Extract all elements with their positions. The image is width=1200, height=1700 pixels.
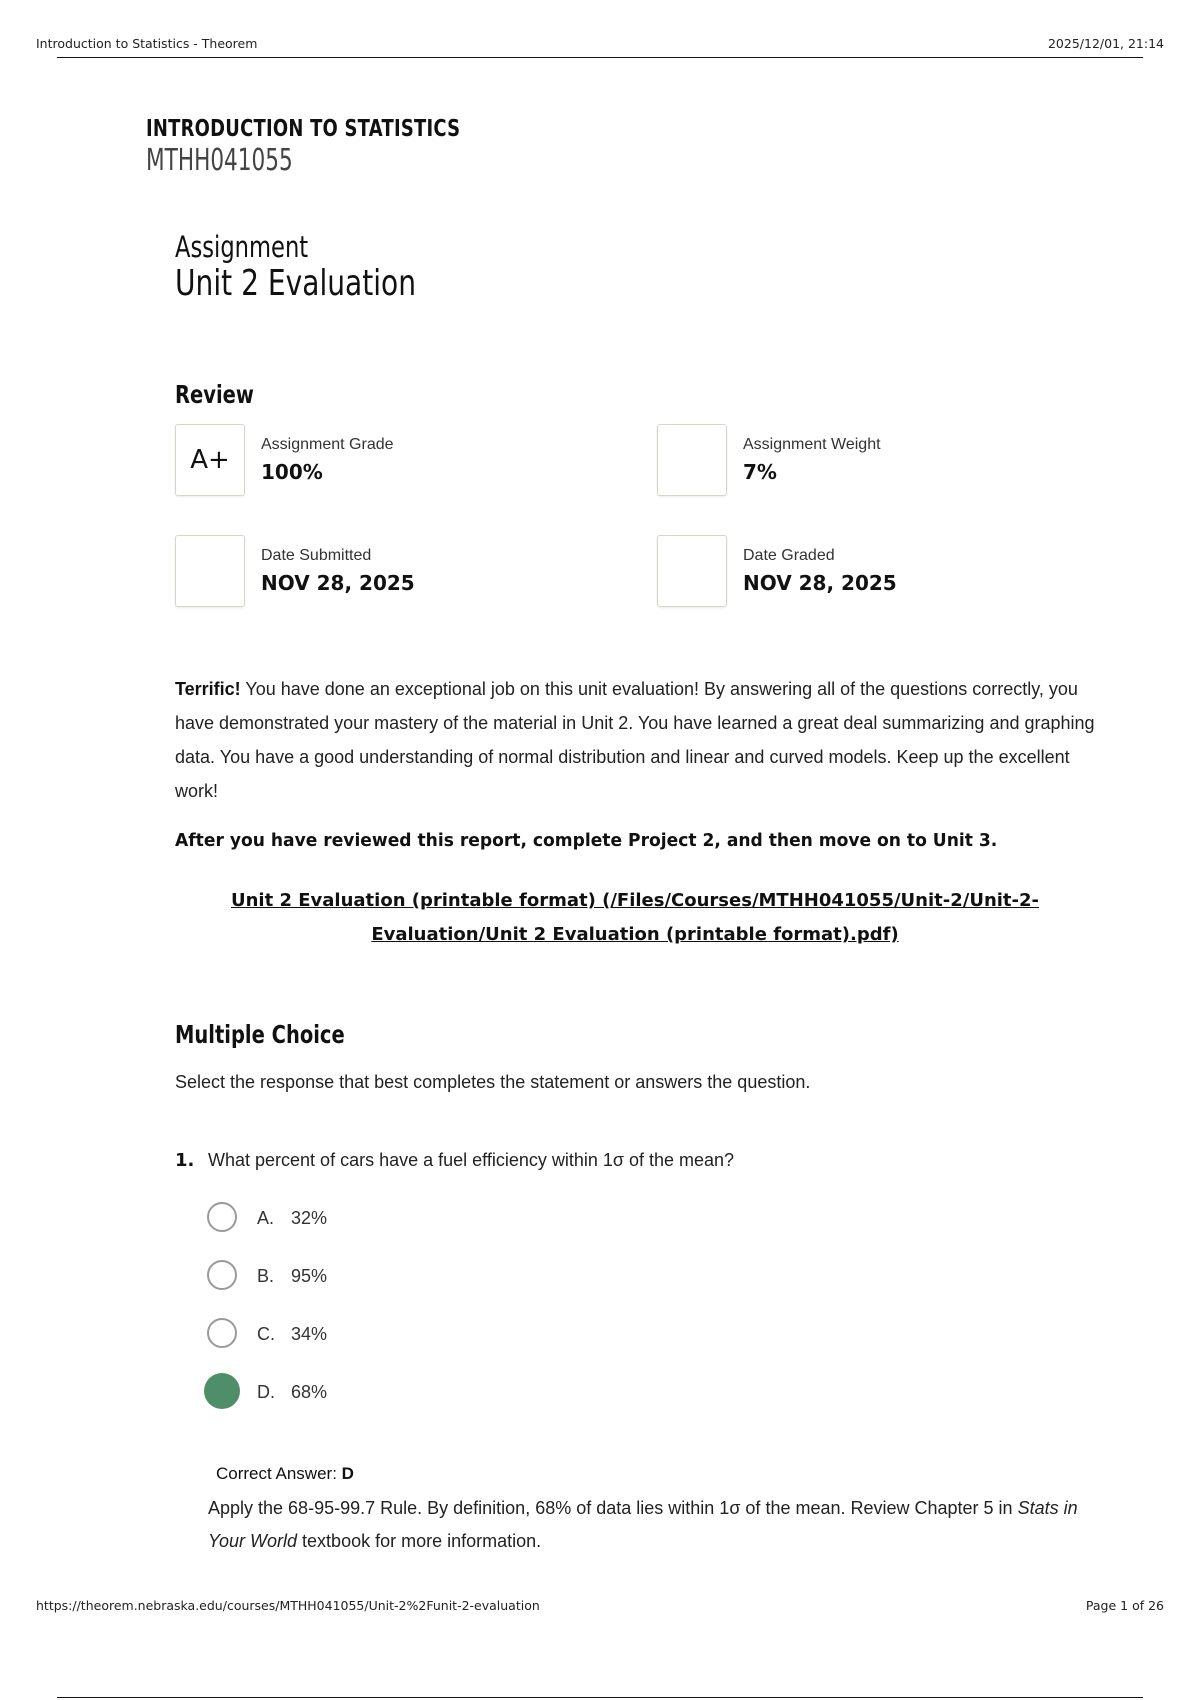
print-header-title: Introduction to Statistics - Theorem — [36, 36, 258, 51]
printable-format-link[interactable]: Unit 2 Evaluation (printable format) (/Files/Courses/MTHH041055/Unit-2/Unit-2-Evaluation/Unit 2 Evaluation (printable format).pdf) — [230, 890, 1039, 945]
radio-unselected-icon[interactable] — [207, 1318, 237, 1348]
print-footer — [36, 1598, 1164, 1618]
explanation-tail: textbook for more information. — [297, 1531, 542, 1551]
calendar-icon — [175, 535, 245, 607]
weight-value: 7% — [743, 460, 777, 484]
print-header — [36, 36, 1164, 58]
header-divider — [57, 57, 1143, 58]
submitted-label: Date Submitted — [261, 547, 372, 564]
grade-value: 100% — [261, 460, 323, 484]
answer-option-d[interactable] — [207, 1376, 507, 1412]
weight-icon — [657, 424, 727, 496]
grade-badge: A+ — [175, 424, 245, 496]
correct-answer — [216, 1464, 354, 1484]
course-code: MTHH041055 — [146, 143, 293, 178]
multiple-choice-instructions: Select the response that best completes the statement or answers the question. — [175, 1072, 811, 1092]
option-letter: B. — [257, 1266, 275, 1286]
option-text: 68% — [291, 1382, 328, 1402]
calendar-check-icon — [657, 535, 727, 607]
print-footer-url: https://theorem.nebraska.edu/courses/MTHH041055/Unit-2%2Funit-2-evaluation — [36, 1598, 540, 1613]
option-text: 95% — [291, 1266, 328, 1286]
question-text: What percent of cars have a fuel efficiency within 1σ of the mean? — [208, 1150, 735, 1170]
print-footer-page: Page 1 of 26 — [1085, 1598, 1164, 1613]
graded-value: NOV 28, 2025 — [743, 571, 897, 595]
radio-unselected-icon[interactable] — [207, 1202, 237, 1232]
review-heading: Review — [175, 380, 254, 409]
answer-option-a[interactable] — [207, 1202, 507, 1238]
feedback-body: You have done an exceptional job on this unit evaluation! By answering all of the questions correctly, you have demonstrated your mastery of the material in Unit 2. You have learned a great deal summarizing and graphing data. You have a good understanding of normal distribution and linear and curved models. Keep up the excellent work! — [175, 679, 1095, 801]
submitted-value: NOV 28, 2025 — [261, 571, 415, 595]
assignment-label: Assignment — [175, 230, 309, 264]
assignment-name: Unit 2 Evaluation — [175, 263, 417, 304]
correct-answer-value: D — [341, 1464, 354, 1483]
answer-explanation — [208, 1492, 1088, 1558]
course-title: INTRODUCTION TO STATISTICS — [146, 116, 461, 142]
graded-label: Date Graded — [743, 547, 835, 564]
next-step-instruction: After you have reviewed this report, complete Project 2, and then move on to Unit 3. — [175, 830, 998, 851]
feedback-paragraph — [175, 672, 1095, 808]
print-header-datetime: 2025/12/01, 21:14 — [1047, 36, 1164, 51]
option-letter: D. — [257, 1382, 275, 1402]
question-number: 1. — [175, 1150, 195, 1171]
textbook-title: Stats in Your World — [208, 1498, 1078, 1551]
answer-option-c[interactable] — [207, 1318, 507, 1354]
weight-label: Assignment Weight — [743, 436, 881, 453]
answer-option-b[interactable] — [207, 1260, 507, 1296]
multiple-choice-heading: Multiple Choice — [175, 1020, 345, 1049]
radio-selected-icon[interactable] — [204, 1373, 240, 1409]
option-text: 32% — [291, 1208, 328, 1228]
explanation-main: Apply the 68-95-99.7 Rule. By definition, 68% of data lies within 1σ of the mean. Review Chapter 5 in — [208, 1498, 1018, 1518]
option-letter: C. — [257, 1324, 275, 1344]
grade-label: Assignment Grade — [261, 436, 394, 453]
option-letter: A. — [257, 1208, 275, 1228]
footer-divider — [57, 1697, 1143, 1698]
option-text: 34% — [291, 1324, 328, 1344]
feedback-lead: Terrific! — [175, 679, 241, 699]
radio-unselected-icon[interactable] — [207, 1260, 237, 1290]
correct-answer-label: Correct Answer: — [216, 1464, 342, 1483]
